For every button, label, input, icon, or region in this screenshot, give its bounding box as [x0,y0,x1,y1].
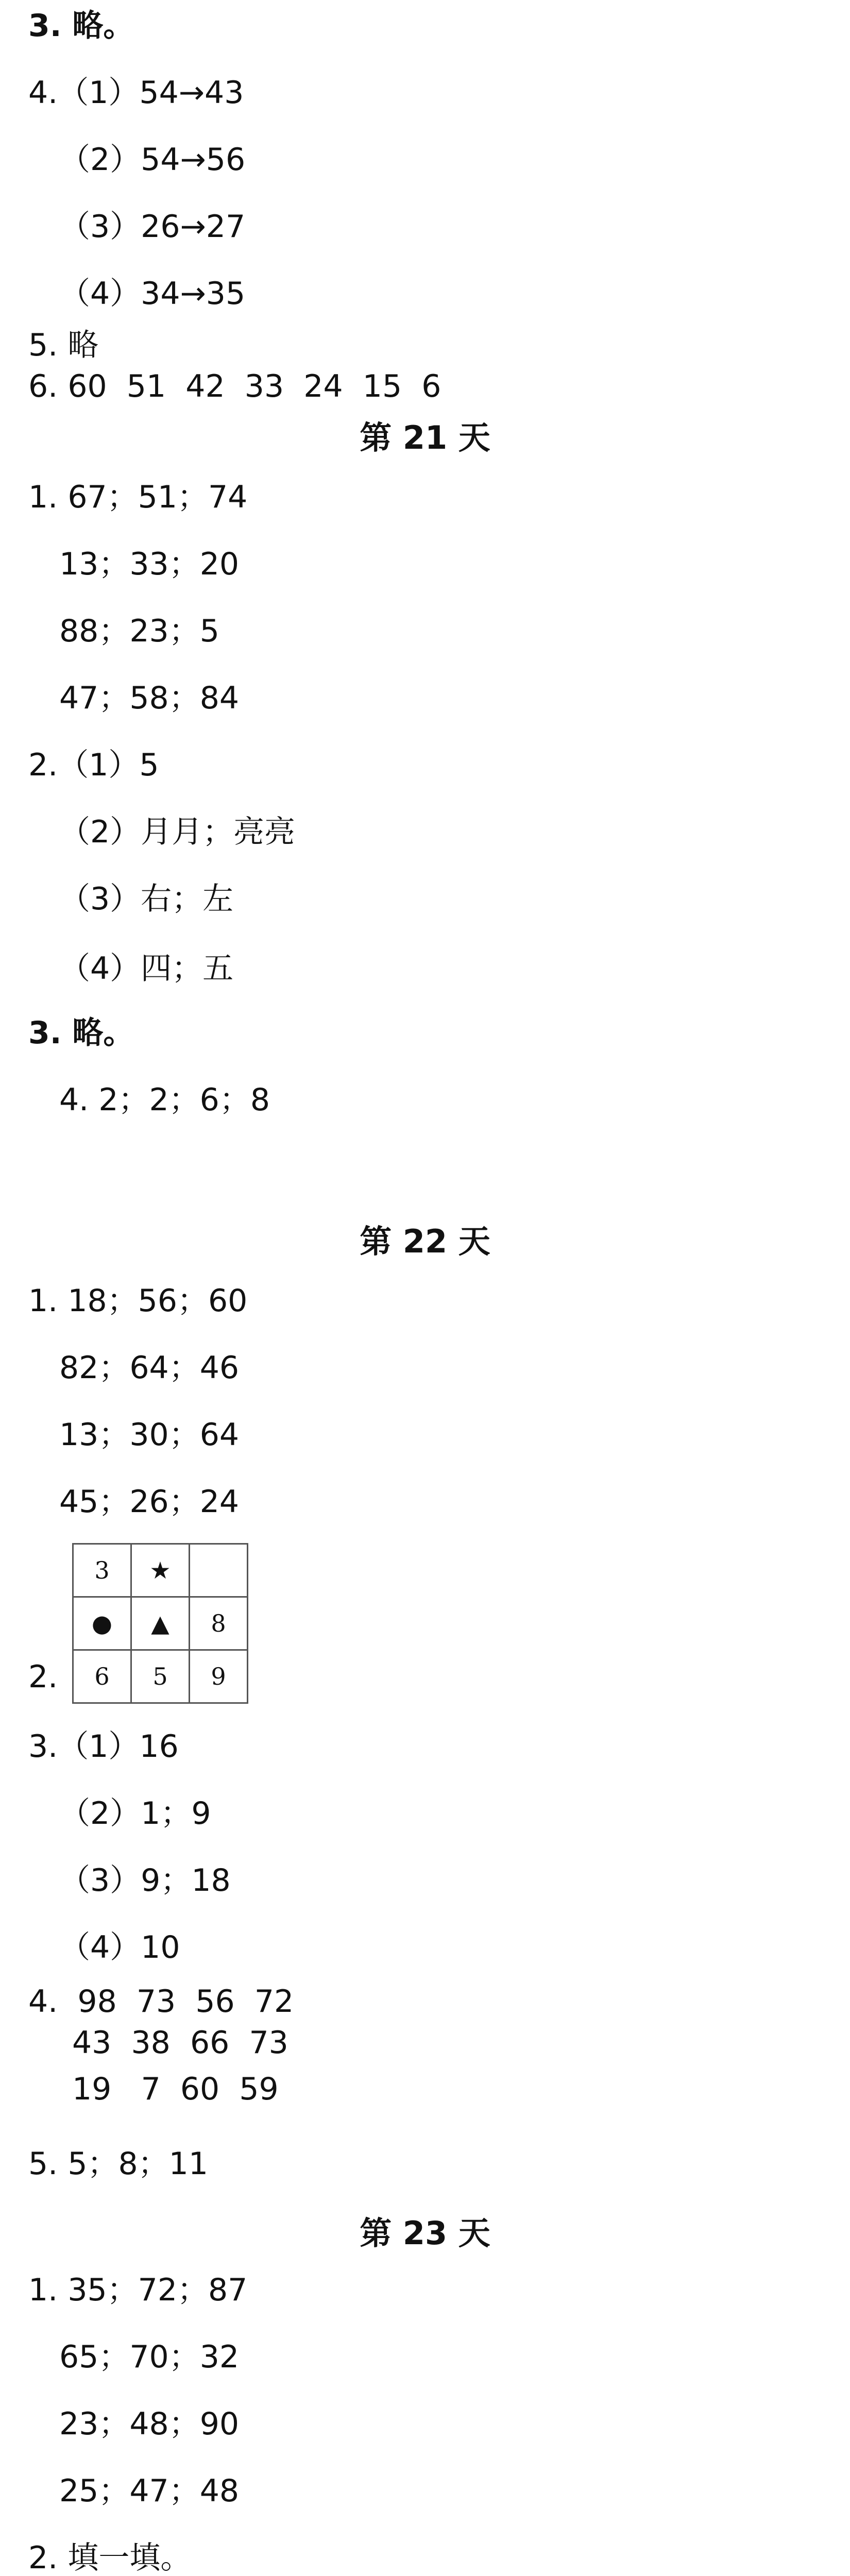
grid-cell [190,1544,248,1597]
triangle-icon: ▲ [131,1597,190,1650]
answer-line: 3.（1）16 [28,1728,179,1765]
grid-cell: 5 [131,1650,190,1703]
answer-line: （4）四；五 [59,951,234,987]
answer-line: 25；47；48 [59,2473,240,2509]
answer-line: 13；30；64 [59,1417,240,1453]
grid-cell: 6 [73,1650,131,1703]
answer-line: 45；26；24 [59,1484,240,1520]
answer-line: 1. 35；72；87 [28,2272,248,2308]
answer-line: 3. 略。 [28,8,134,44]
answer-line: （4）34→35 [59,276,246,312]
grid-cell: 3 [73,1544,131,1597]
day-title: 第 21 天 [360,419,490,456]
answer-line: 1. 18；56；60 [28,1283,248,1319]
answer-line: 5. 5；8；11 [28,2146,209,2182]
answer-line: 6. 60 51 42 33 24 15 6 [28,368,441,404]
answer-line: 13；33；20 [59,546,240,582]
circle-icon: ● [73,1597,131,1650]
answer-line: （2）月月；亮亮 [59,814,296,850]
answer-line: 82；64；46 [59,1350,240,1386]
day-title: 第 23 天 [360,2214,490,2252]
answer-line: 2. 填一填。 [28,2540,192,2576]
answer-line: 5. 略 [28,327,99,363]
answer-line: （3）右；左 [59,881,234,917]
answer-line: （2）54→56 [59,142,246,178]
answer-line: （3）9；18 [59,1862,231,1899]
star-icon: ★ [131,1544,190,1597]
answer-line: 23；48；90 [59,2406,240,2442]
number-grid [72,1543,248,1704]
answer-line: （2）1；9 [59,1795,211,1832]
answer-line: 19 7 60 59 [72,2071,279,2107]
answer-line: 43 38 66 73 [72,2025,288,2061]
grid-cell: 9 [190,1650,248,1703]
answer-line: 88；23；5 [59,613,219,649]
answer-line: 2.（1）5 [28,747,159,783]
answer-line: 4.（1）54→43 [28,75,244,111]
answer-line: 47；58；84 [59,680,240,716]
answer-line: 1. 67；51；74 [28,479,248,515]
answer-line: 4. 2；2；6；8 [59,1082,270,1118]
answer-line: 4. 98 73 56 72 [28,1984,294,2020]
answer-line: 65；70；32 [59,2339,240,2375]
answer-line: 3. 略。 [28,1015,134,1051]
day-title: 第 22 天 [360,1223,490,1260]
answer-line: 2. [28,1659,58,1695]
answer-line: （4）10 [59,1929,180,1965]
grid-cell: 8 [190,1597,248,1650]
answer-line: （3）26→27 [59,209,246,245]
